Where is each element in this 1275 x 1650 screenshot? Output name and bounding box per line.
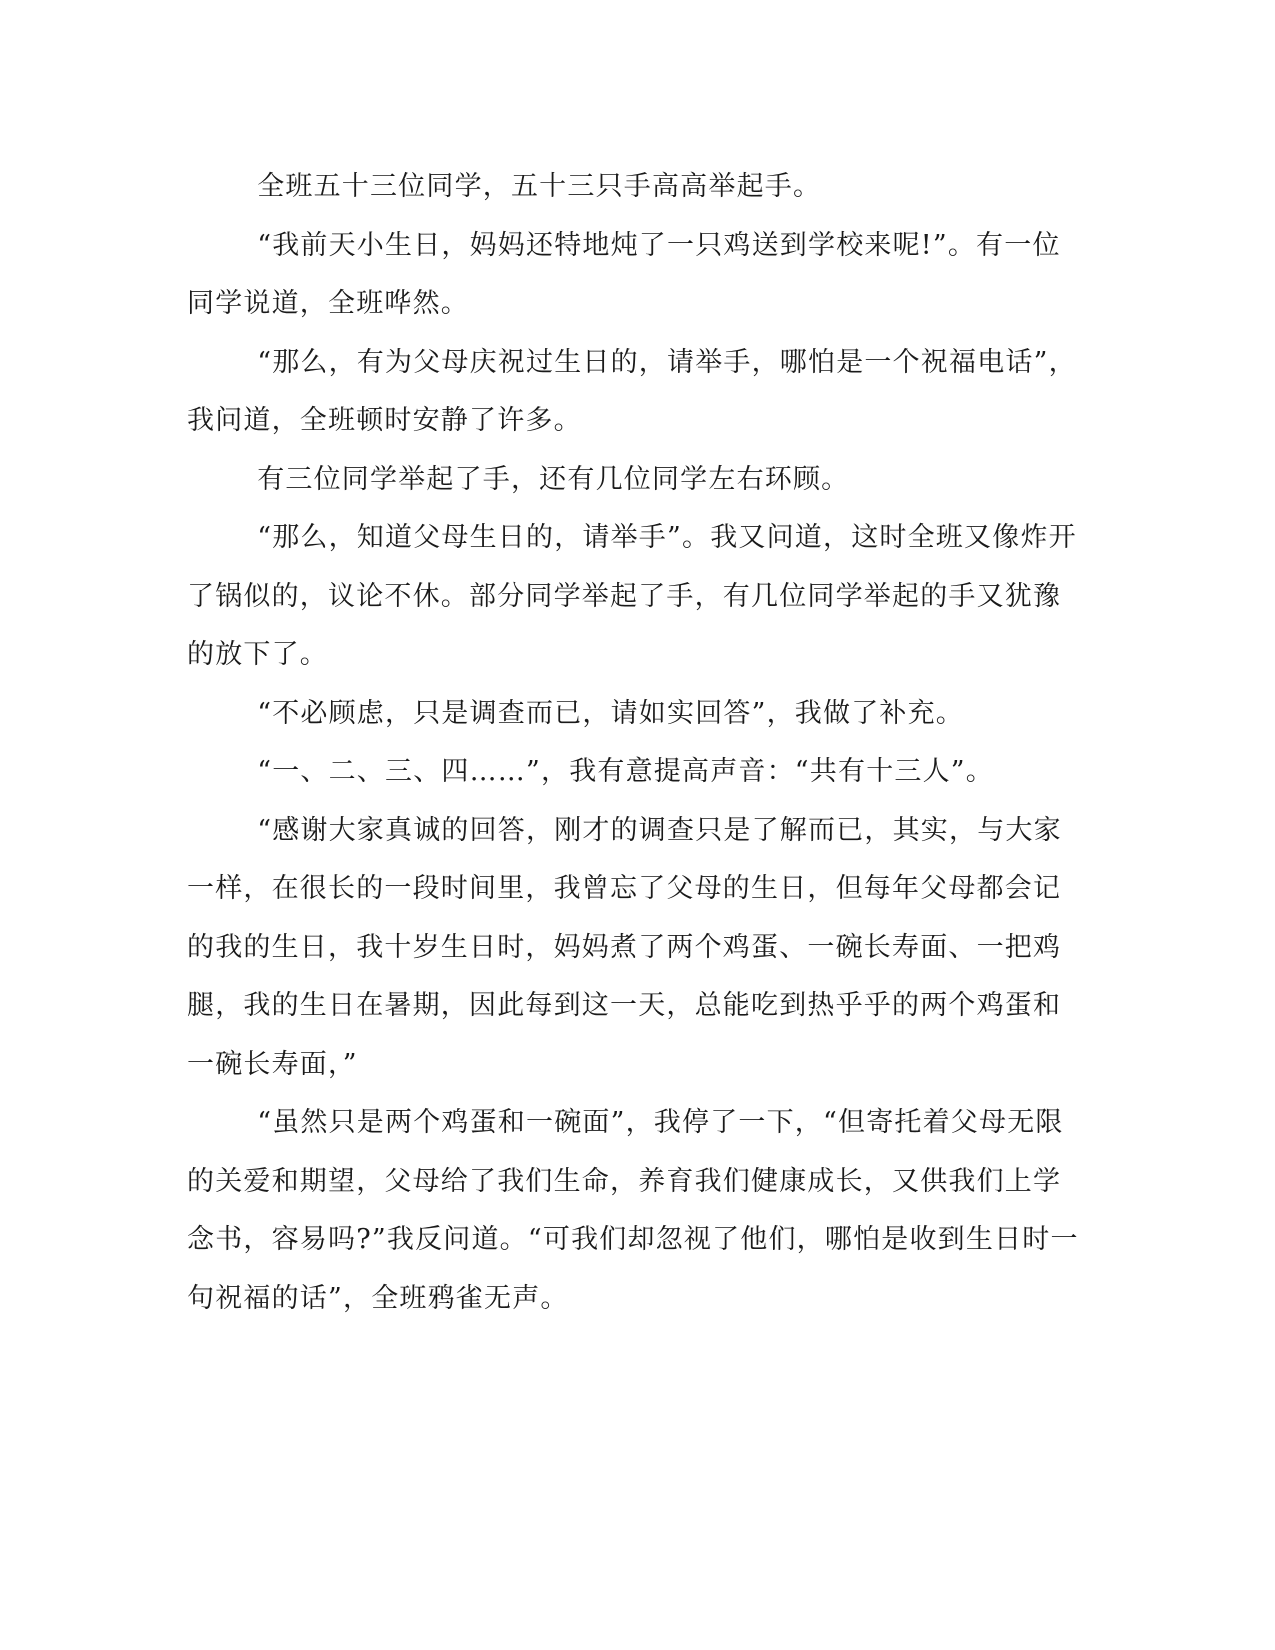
paragraph: 有三位同学举起了手，还有几位同学左右环顾。	[257, 463, 850, 495]
paragraph: “那么，知道父母生日的，请举手”。我又问道，这时全班又像炸开了锅似的，议论不休。部分同学举起了手，有几位同学举起的手又犹豫的放下了。	[187, 522, 1077, 670]
paragraph: 全班五十三位同学，五十三只手高高举起手。	[257, 171, 822, 202]
paragraph: “感谢大家真诚的回答，刚才的调查只是了解而已，其实，与大家一样，在很长的一段时间里，我曾忘了父母的生日，但每年父母都会记的我的生日，我十岁生日时，妈妈煮了两个鸡蛋、一碗长寿面、一把鸡腿，我的生日在暑期，因此每到这一天，总能吃到热乎乎的两个鸡蛋和一碗长寿面，”	[187, 814, 1062, 1080]
paragraph: “那么，有为父母庆祝过生日的，请举手，哪怕是一个祝福电话”，我问道，全班顿时安静了许多。	[187, 346, 1077, 436]
paragraph: “一、二、三、四……”，我有意提高声音：“共有十三人”。	[257, 756, 994, 787]
paragraph: “虽然只是两个鸡蛋和一碗面”，我停了一下，“但寄托着父母无限的关爱和期望，父母给了我们生命，养育我们健康成长，又供我们上学念书，容易吗?”我反问道。“可我们却忽视了他们，哪怕是收到生日时一句祝福的话”，全班鸦雀无声。	[187, 1107, 1079, 1314]
paragraph: “我前天小生日，妈妈还特地炖了一只鸡送到学校来呢!”。有一位同学说道，全班哗然。	[187, 229, 1061, 319]
paragraph: “不必顾虑，只是调查而已，请如实回答”，我做了补充。	[257, 697, 964, 729]
document-body	[187, 158, 1087, 1328]
